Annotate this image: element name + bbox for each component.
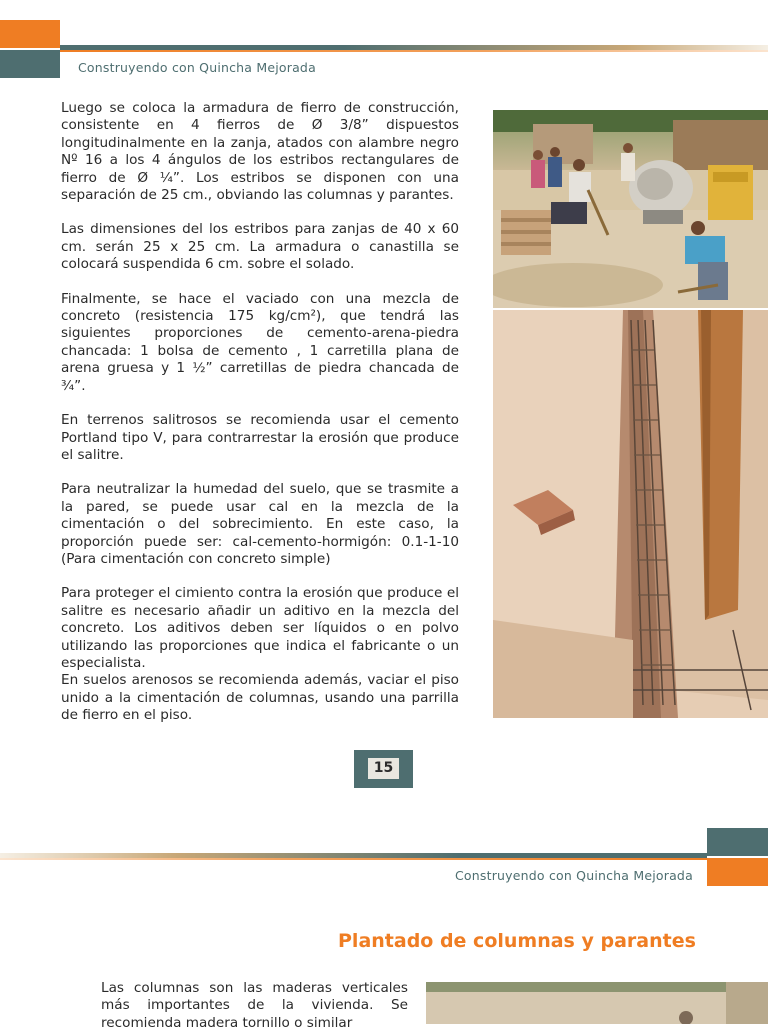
paragraph: Las dimensiones del los estribos para zanjas de 40 x 60 cm. serán 25 x 25 cm. La armadura o canastilla se colocará suspendida 6 cm. sobre el solado. bbox=[61, 221, 459, 273]
photo-trench-rebar bbox=[493, 310, 768, 718]
paragraph: En suelos arenosos se recomienda además, vaciar el piso unido a la cimentación de columnas, usando una parrilla de fierro en el piso. bbox=[61, 672, 459, 724]
header-rule-accent bbox=[60, 50, 768, 52]
paragraph: En terrenos salitrosos se recomienda usar el cemento Portland tipo V, para contrarrestar la erosión que produce el salitre. bbox=[61, 412, 459, 463]
header-orange-block bbox=[0, 20, 60, 48]
next-header-orange-block bbox=[707, 858, 768, 886]
header-teal-block bbox=[0, 50, 60, 78]
section-heading: Plantado de columnas y parantes bbox=[338, 930, 696, 952]
next-header-rule-accent bbox=[0, 858, 707, 860]
page-number: 15 bbox=[368, 758, 399, 779]
photo-concrete-mixing bbox=[493, 110, 768, 308]
next-running-header-title: Construyendo con Quincha Mejorada bbox=[455, 868, 693, 883]
paragraph: Las columnas son las maderas verticales más importantes de la vivienda. Se recomienda madera tornillo o similar bbox=[101, 980, 408, 1031]
paragraph: Finalmente, se hace el vaciado con una mezcla de concreto (resistencia 175 kg/cm²), que tendrá las siguientes proporciones de cemento-arena-piedra chancada: 1 bolsa de cemento , 1 carretilla plana de arena gruesa y 1 ½” carretillas de piedra chancada de ¾”. bbox=[61, 290, 459, 394]
next-body-text bbox=[101, 980, 408, 1032]
paragraph: Luego se coloca la armadura de fierro de construcción, consistente en 4 fierros de Ø 3/8” dispuestos longitudinalmente en la zanja, atados con alambre negro Nº 16 a los 4 ángulos de los estribos rectangulares de fierro de Ø ¼”. Los estribos se disponen con una separación de 25 cm., obviando las columnas y parantes. bbox=[61, 100, 459, 204]
next-header-teal-block bbox=[707, 828, 768, 856]
photo-columns-site bbox=[426, 982, 768, 1024]
body-text-column bbox=[61, 100, 459, 742]
running-header-title: Construyendo con Quincha Mejorada bbox=[78, 60, 316, 75]
page-number-box bbox=[354, 750, 413, 788]
paragraph: Para neutralizar la humedad del suelo, que se trasmite a la pared, se puede usar cal en la mezcla de la cimentación o del sobrecimiento. En este caso, la proporción puede ser: cal-cemento-hormigón: 0.1-1-10 (Para cimentación con concreto simple) bbox=[61, 481, 459, 567]
paragraph: Para proteger el cimiento contra la erosión que produce el salitre es necesario añadir un aditivo en la mezcla del concreto. Los aditivos deben ser líquidos o en polvo utilizando las proporciones que indica el fabricante o un especialista. bbox=[61, 585, 459, 671]
